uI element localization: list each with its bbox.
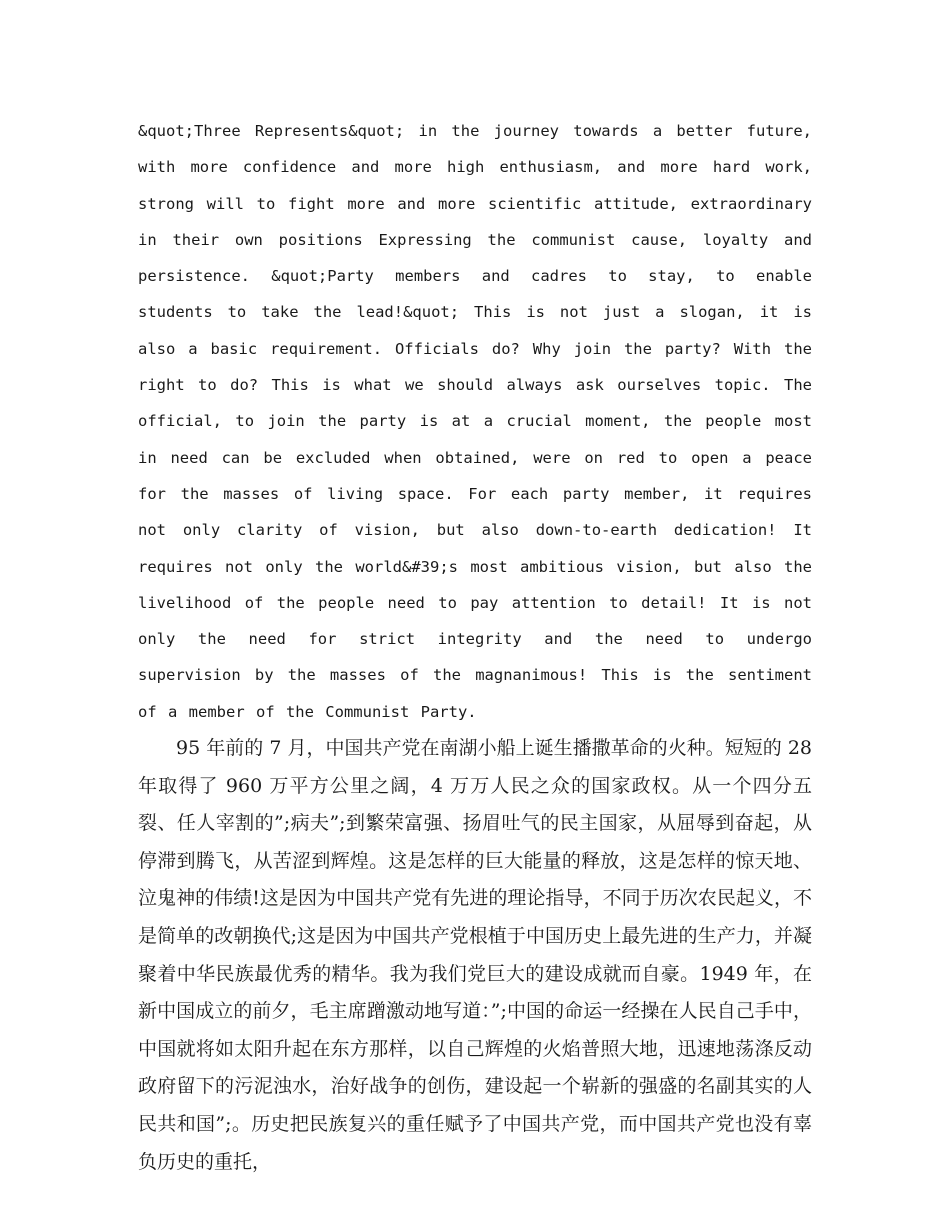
paragraph-chinese: 95 年前的 7 月，中国共产党在南湖小船上诞生播撒革命的火种。短短的 28 年取得了 960 万平方公里之阔，4 万万人民之众的国家政权。从一个四分五裂、任人宰割的”;病夫”;到繁荣富强、扬眉吐气的民主国家，从屈辱到奋起，从停滞到腾飞，从苦涩到辉煌。这是怎样的巨大能量的释放，这是怎样的惊天地、泣鬼神的伟绩!这是因为中国共产党有先进的理论指导，不同于历次农民起义，不是简单的改朝换代;这是因为中国共产党根植于中国历史上最先进的生产力，并凝聚着中华民族最优秀的精华。我为我们党巨大的建设成就而自豪。1949 年，在新中国成立的前夕，毛主席蹭激动地写道：”;中国的命运一经操在人民自己手中，中国就将如太阳升起在东方那样，以自己辉煌的火焰普照大地，迅速地荡涤反动政府留下的污泥浊水，治好战争的创伤，建设起一个崭新的强盛的名副其实的人民共和国”;。历史把民族复兴的重任赋予了中国共产党，而中国共产党也没有辜负历史的重托， <box>138 737 812 1173</box>
document-body <box>138 113 812 1181</box>
paragraph-english: &quot;Three Represents&quot; in the journey towards a better future, with more confidence and more high enthusiasm, and more hard work, strong will to fight more and more scientific attitude, extraordinary in their own positions Expressing the communist cause, loyalty and persistence. &quot;Party members and cadres to stay, to enable students to take the lead!&quot; This is not just a slogan, it is also a basic requirement. Officials do? Why join the party? With the right to do? This is what we should always ask ourselves topic. The official, to join the party is at a crucial moment, the people most in need can be excluded when obtained, were on red to open a peace for the masses of living space. For each party member, it requires not only clarity of vision, but also down-to-earth dedication! It requires not only the world&#39;s most ambitious vision, but also the livelihood of the people need to pay attention to detail! It is not only the need for strict integrity and the need to undergo supervision by the masses of the magnanimous! This is the sentiment of a member of the Communist Party. <box>138 122 812 721</box>
